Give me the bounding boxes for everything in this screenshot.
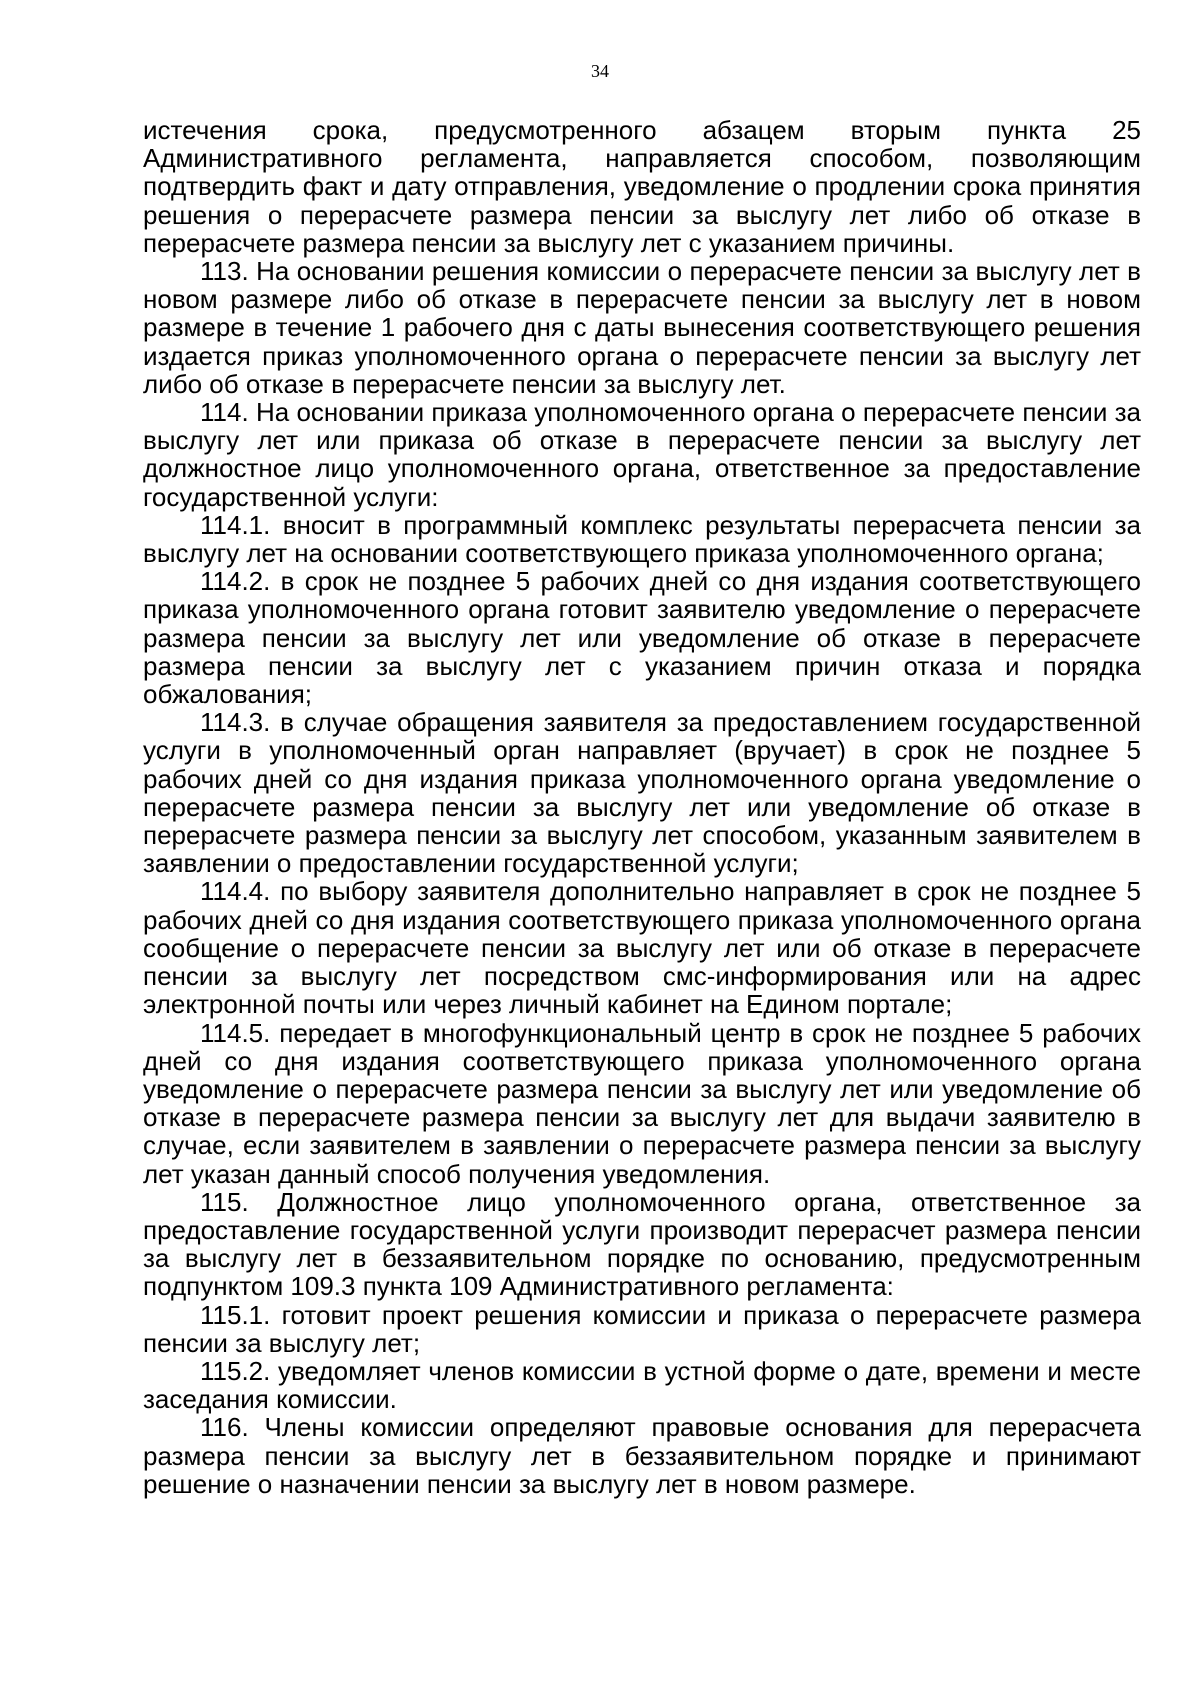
paragraph-114: 114. На основании приказа уполномоченного органа о перерасчете пенсии за выслугу лет или приказа об отказе в перерасчете пенсии за выслугу лет должностное лицо уполномоченного органа, ответственное за предоставление государственной услуги: <box>143 397 1141 512</box>
document-body <box>143 116 1141 1498</box>
paragraph-114-4: 114.4. по выбору заявителя дополнительно направляет в срок не позднее 5 рабочих дней со дня издания соответствующего приказа уполномоченного органа сообщение о перерасчете пенсии за выслугу лет или об отказе в перерасчете пенсии за выслугу лет посредством смс-информирования или на адрес электронной почты или через личный кабинет на Едином портале; <box>143 876 1141 1020</box>
paragraph-continued: истечения срока, предусмотренного абзацем вторым пункта 25 Административного регламента, направляется способом, позволяющим подтвердить факт и дату отправления, уведомление о продлении срока принятия решения о перерасчете размера пенсии за выслугу лет либо об отказе в перерасчете размера пенсии за выслугу лет с указанием причины. <box>143 115 1141 258</box>
paragraph-115: 115. Должностное лицо уполномоченного органа, ответственное за предоставление государственной услуги производит перерасчет размера пенсии за выслугу лет в беззаявительном порядке по основанию, предусмотренным подпунктом 109.3 пункта 109 Административного регламента: <box>143 1186 1141 1302</box>
paragraph-114-1: 114.1. вносит в программный комплекс результаты перерасчета пенсии за выслугу лет на основании соответствующего приказа уполномоченного органа; <box>143 509 1141 569</box>
paragraph-114-2: 114.2. в срок не позднее 5 рабочих дней со дня издания соответствующего приказа уполномоченного органа готовит заявителю уведомление о перерасчете размера пенсии за выслугу лет или уведомление об отказе в перерасчете размера пенсии за выслугу лет с указанием причин отказа и порядка обжалования; <box>143 566 1141 710</box>
paragraph-114-3: 114.3. в случае обращения заявителя за предоставлением государственной услуги в уполномоченный орган направляет (вручает) в срок не позднее 5 рабочих дней со дня издания приказа уполномоченного органа уведомление о перерасчете размера пенсии за выслугу лет или уведомление об отказе в перерасчете размера пенсии за выслугу лет способом, указанным заявителем в заявлении о предоставлении государственной услуги; <box>143 707 1141 879</box>
paragraph-116: 116. Члены комиссии определяют правовые основания для перерасчета размера пенсии за выслугу лет в беззаявительном порядке и принимают решение о назначении пенсии за выслугу лет в новом размере. <box>143 1412 1141 1499</box>
paragraph-115-2: 115.2. уведомляет членов комиссии в устной форме о дате, времени и месте заседания комиссии. <box>143 1355 1141 1415</box>
page-number: 34 <box>591 61 609 81</box>
paragraph-113: 113. На основании решения комиссии о перерасчете пенсии за выслугу лет в новом размере либо об отказе в перерасчете пенсии за выслугу лет в новом размере в течение 1 рабочего дня с даты вынесения соответствующего решения издается приказ уполномоченного органа о перерасчете пенсии за выслугу лет либо об отказе в перерасчете пенсии за выслугу лет. <box>143 256 1141 399</box>
paragraph-115-1: 115.1. готовит проект решения комиссии и приказа о перерасчете размера пенсии за выслугу лет; <box>143 1299 1141 1358</box>
paragraph-114-5: 114.5. передает в многофункциональный центр в срок не позднее 5 рабочих дней со дня издания соответствующего приказа уполномоченного органа уведомление о перерасчете размера пенсии за выслугу лет или уведомление об отказе в перерасчете размера пенсии за выслугу лет для выдачи заявителю в случае, если заявителем в заявлении о перерасчете размера пенсии за выслугу лет указан данный способ получения уведомления. <box>143 1017 1141 1189</box>
